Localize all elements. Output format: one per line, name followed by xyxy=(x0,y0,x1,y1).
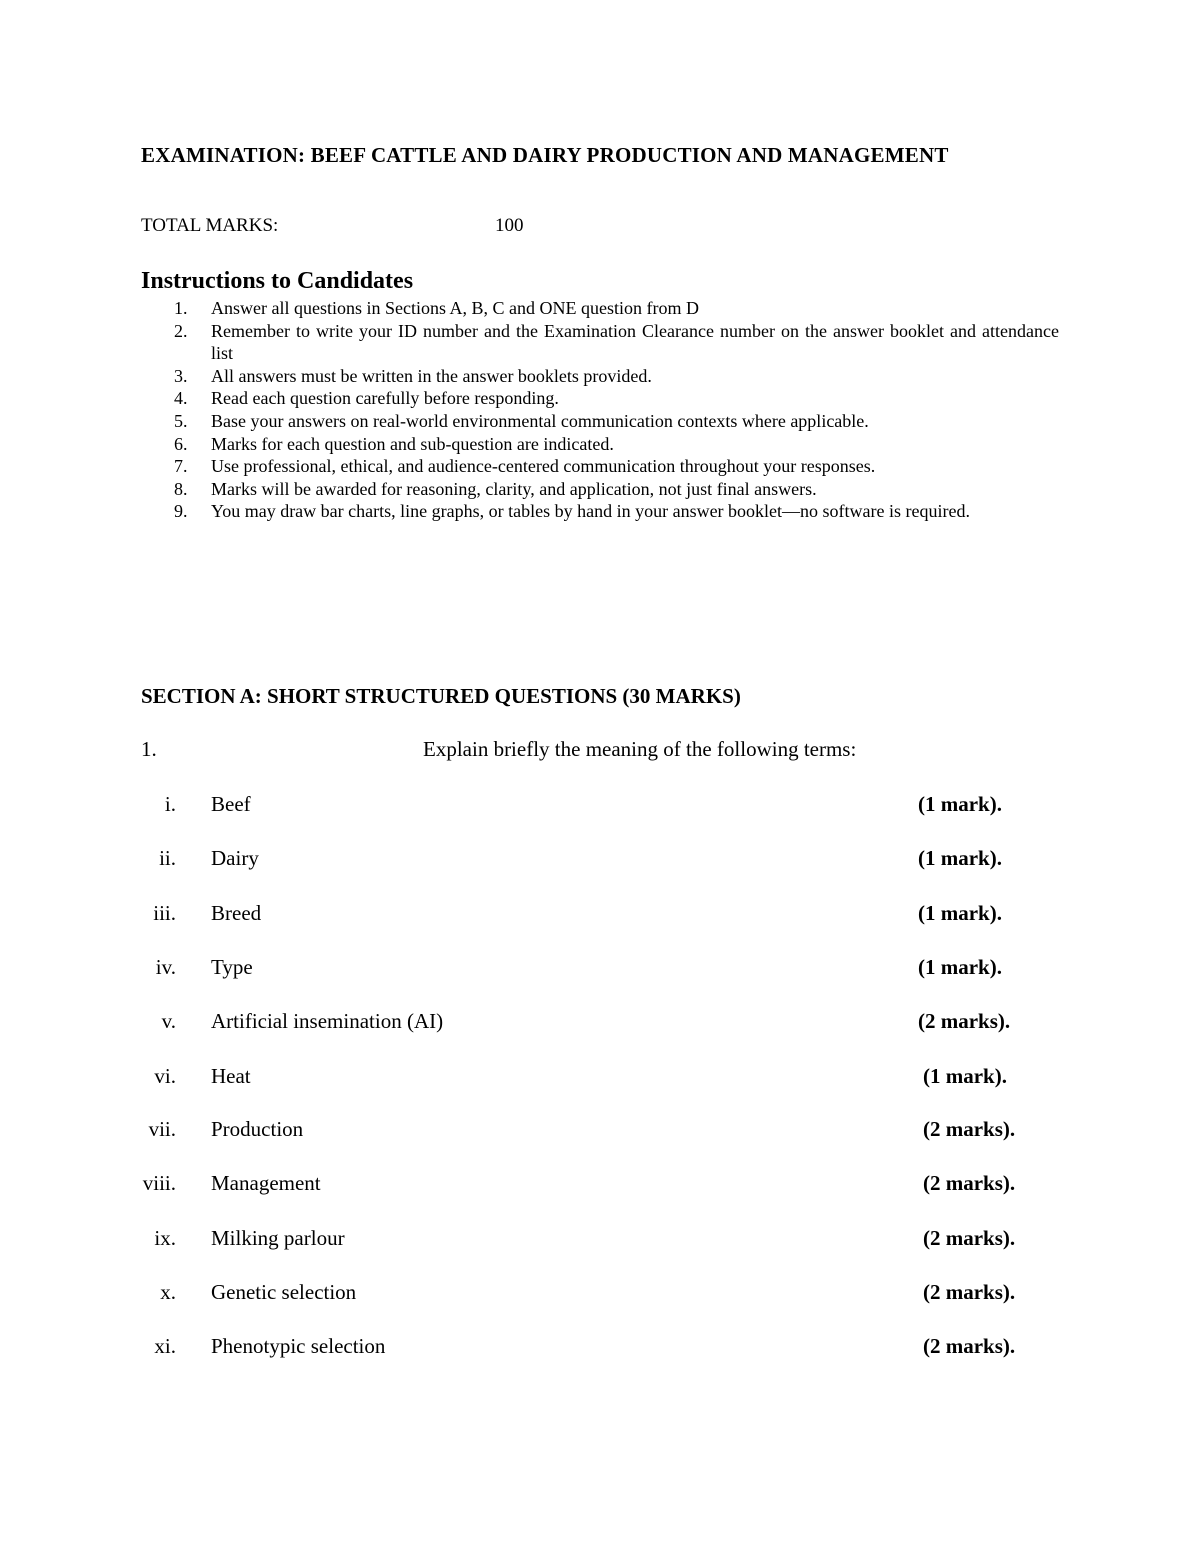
term-row xyxy=(0,1280,1200,1310)
term-marks: (1 mark). xyxy=(923,1064,1007,1088)
term-label: Management xyxy=(211,1171,321,1195)
term-label: Production xyxy=(211,1117,304,1141)
instruction-number: 8. xyxy=(174,478,188,499)
term-numeral: xi. xyxy=(154,1334,176,1358)
term-numeral: v. xyxy=(161,1009,176,1033)
term-marks: (2 marks). xyxy=(923,1171,1016,1195)
term-row xyxy=(0,792,1200,822)
instructions-list xyxy=(141,297,1059,523)
term-label: Dairy xyxy=(211,846,259,870)
instruction-item xyxy=(141,320,1059,365)
instruction-text: Use professional, ethical, and audience-centered communication throughout your responses. xyxy=(211,456,876,477)
instruction-item xyxy=(141,297,1059,320)
instruction-number: 9. xyxy=(174,501,188,522)
term-marks: (2 marks). xyxy=(918,1009,1011,1033)
term-marks: (1 mark). xyxy=(918,846,1002,870)
instruction-number: 6. xyxy=(174,433,188,454)
instruction-item xyxy=(141,500,1059,523)
instruction-item xyxy=(141,455,1059,478)
instruction-text: Answer all questions in Sections A, B, C and ONE question from D xyxy=(211,298,699,318)
term-numeral: ix. xyxy=(154,1226,176,1250)
instruction-text: Base your answers on real-world environmental communication contexts where applicable. xyxy=(211,410,869,431)
term-marks: (1 mark). xyxy=(918,955,1002,979)
term-row xyxy=(0,1009,1200,1039)
instructions-heading: Instructions to Candidates xyxy=(141,268,414,294)
term-numeral: iv. xyxy=(155,955,176,979)
instruction-number: 5. xyxy=(174,410,188,431)
instruction-text: Remember to write your ID number and the Examination Clearance number on the answer booklet and attendance list xyxy=(211,320,1059,364)
term-numeral: vii. xyxy=(148,1117,176,1141)
instruction-text: You may draw bar charts, line graphs, or tables by hand in your answer booklet—no software is required. xyxy=(211,501,970,522)
total-marks-label: TOTAL MARKS: xyxy=(141,215,279,236)
term-label: Genetic selection xyxy=(211,1280,357,1304)
term-row xyxy=(0,1064,1200,1094)
exam-title: EXAMINATION: BEEF CATTLE AND DAIRY PRODUCTION AND MANAGEMENT xyxy=(141,143,949,167)
term-marks: (2 marks). xyxy=(923,1280,1016,1304)
term-label: Artificial insemination (AI) xyxy=(211,1009,444,1033)
term-row xyxy=(0,846,1200,876)
term-marks: (2 marks). xyxy=(923,1226,1016,1250)
instruction-item xyxy=(141,410,1059,433)
term-marks: (2 marks). xyxy=(923,1334,1016,1358)
instruction-text: All answers must be written in the answer booklets provided. xyxy=(211,365,652,386)
term-numeral: vi. xyxy=(154,1064,176,1088)
question-text: Explain briefly the meaning of the following terms: xyxy=(423,737,857,761)
instruction-item xyxy=(141,478,1059,501)
term-marks: (2 marks). xyxy=(923,1117,1016,1141)
term-label: Heat xyxy=(211,1064,251,1088)
term-label: Milking parlour xyxy=(211,1226,345,1250)
instruction-number: 4. xyxy=(174,388,188,409)
term-numeral: x. xyxy=(160,1280,176,1304)
term-label: Phenotypic selection xyxy=(211,1334,386,1358)
instruction-text: Marks will be awarded for reasoning, clarity, and application, not just final answers. xyxy=(211,478,817,499)
term-row xyxy=(0,955,1200,985)
term-marks: (1 mark). xyxy=(918,901,1002,925)
term-row xyxy=(0,901,1200,931)
term-numeral: viii. xyxy=(142,1171,176,1195)
term-marks: (1 mark). xyxy=(918,792,1002,816)
term-label: Beef xyxy=(211,792,251,816)
question-number: 1. xyxy=(141,737,157,761)
term-label: Type xyxy=(211,955,253,979)
total-marks-value: 100 xyxy=(495,215,524,236)
term-row xyxy=(0,1226,1200,1256)
instruction-text: Marks for each question and sub-question are indicated. xyxy=(211,433,614,454)
instruction-number: 7. xyxy=(174,456,188,477)
instruction-text: Read each question carefully before responding. xyxy=(211,388,559,409)
instruction-item xyxy=(141,433,1059,456)
term-row xyxy=(0,1334,1200,1364)
term-numeral: i. xyxy=(164,792,176,816)
section-a-heading: SECTION A: SHORT STRUCTURED QUESTIONS (30 MARKS) xyxy=(141,684,741,708)
instruction-number: 3. xyxy=(174,365,188,386)
instruction-number: 1. xyxy=(174,298,188,318)
term-row xyxy=(0,1117,1200,1147)
term-label: Breed xyxy=(211,901,262,925)
term-numeral: iii. xyxy=(153,901,176,925)
instruction-number: 2. xyxy=(174,320,188,341)
instruction-item xyxy=(141,365,1059,388)
instruction-item xyxy=(141,387,1059,410)
term-row xyxy=(0,1171,1200,1201)
term-numeral: ii. xyxy=(159,846,176,870)
